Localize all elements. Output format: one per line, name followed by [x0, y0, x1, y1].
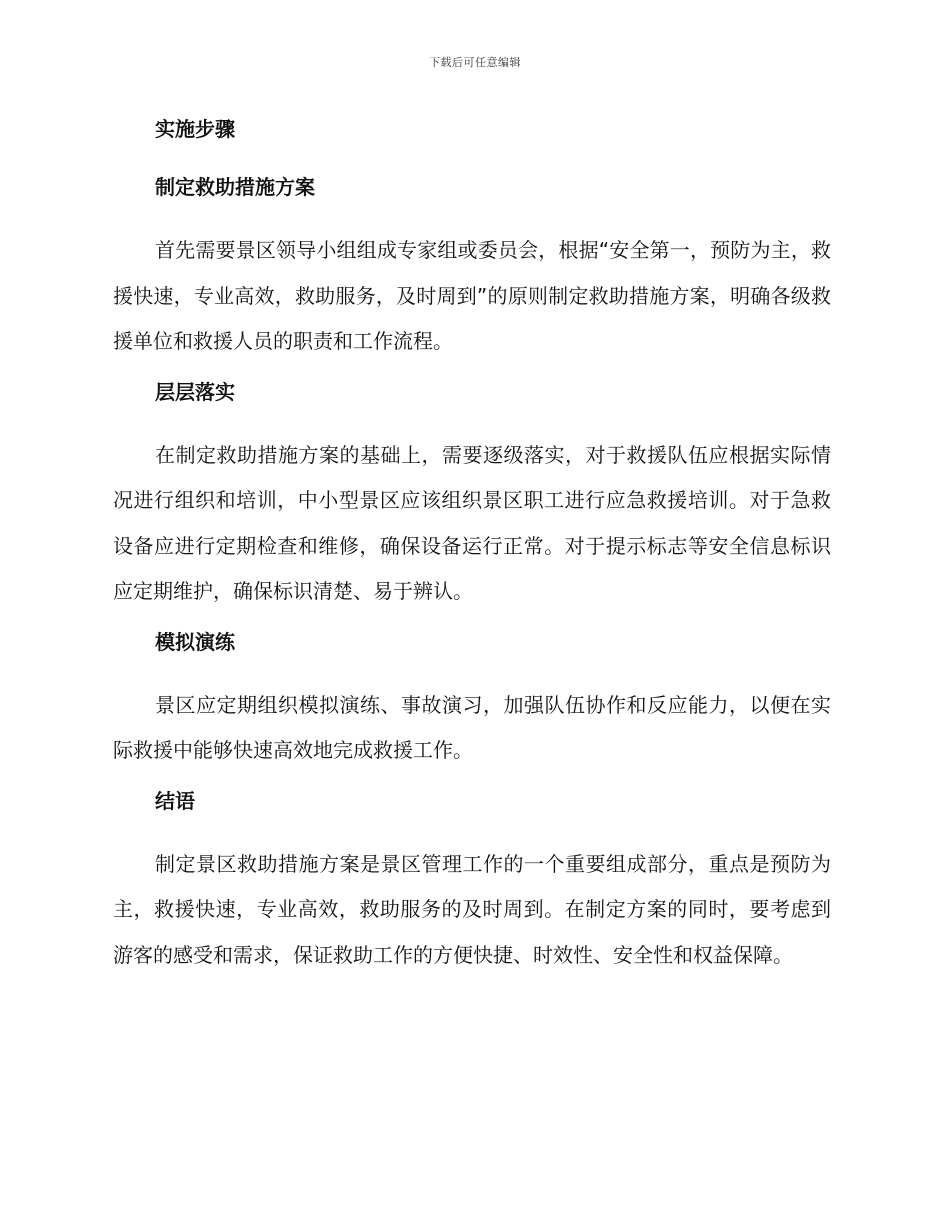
header-note: 下载后可任意编辑: [429, 56, 521, 69]
paragraph: 制定景区救助措施方案是景区管理工作的一个重要组成部分，重点是预防为主，救援快速，专业高效，救助服务的及时周到。在制定方案的同时，要考虑到游客的感受和需求，保证救助工作的方便快捷、时效性、安全性和权益保障。: [113, 851, 831, 967]
paragraph: 首先需要景区领导小组组成专家组或委员会，根据“安全第一，预防为主，救援快速，专业高效，救助服务，及时周到”的原则制定救助措施方案，明确各级救援单位和救援人员的职责和工作流程。: [113, 238, 831, 353]
document-body: [113, 112, 831, 984]
section-heading: 实施步骤: [155, 117, 235, 141]
section-heading: 模拟演练: [155, 629, 235, 654]
paragraph: 在制定救助措施方案的基础上，需要逐级落实，对于救援队伍应根据实际情况进行组织和培训，中小型景区应该组织景区职工进行应急救援培训。对于急救设备应进行定期检查和维修，确保设备运行正常。对于提示标志等安全信息标识应定期维护，确保标识清楚、易于辨认。: [113, 442, 831, 603]
section-heading: 层层落实: [155, 379, 235, 404]
paragraph: 景区应定期组织模拟演练、事故演习，加强队伍协作和反应能力，以便在实际救援中能够快速高效地完成救援工作。: [113, 692, 831, 762]
section-heading: 结语: [155, 788, 195, 813]
section-heading: 制定救助措施方案: [155, 175, 315, 199]
